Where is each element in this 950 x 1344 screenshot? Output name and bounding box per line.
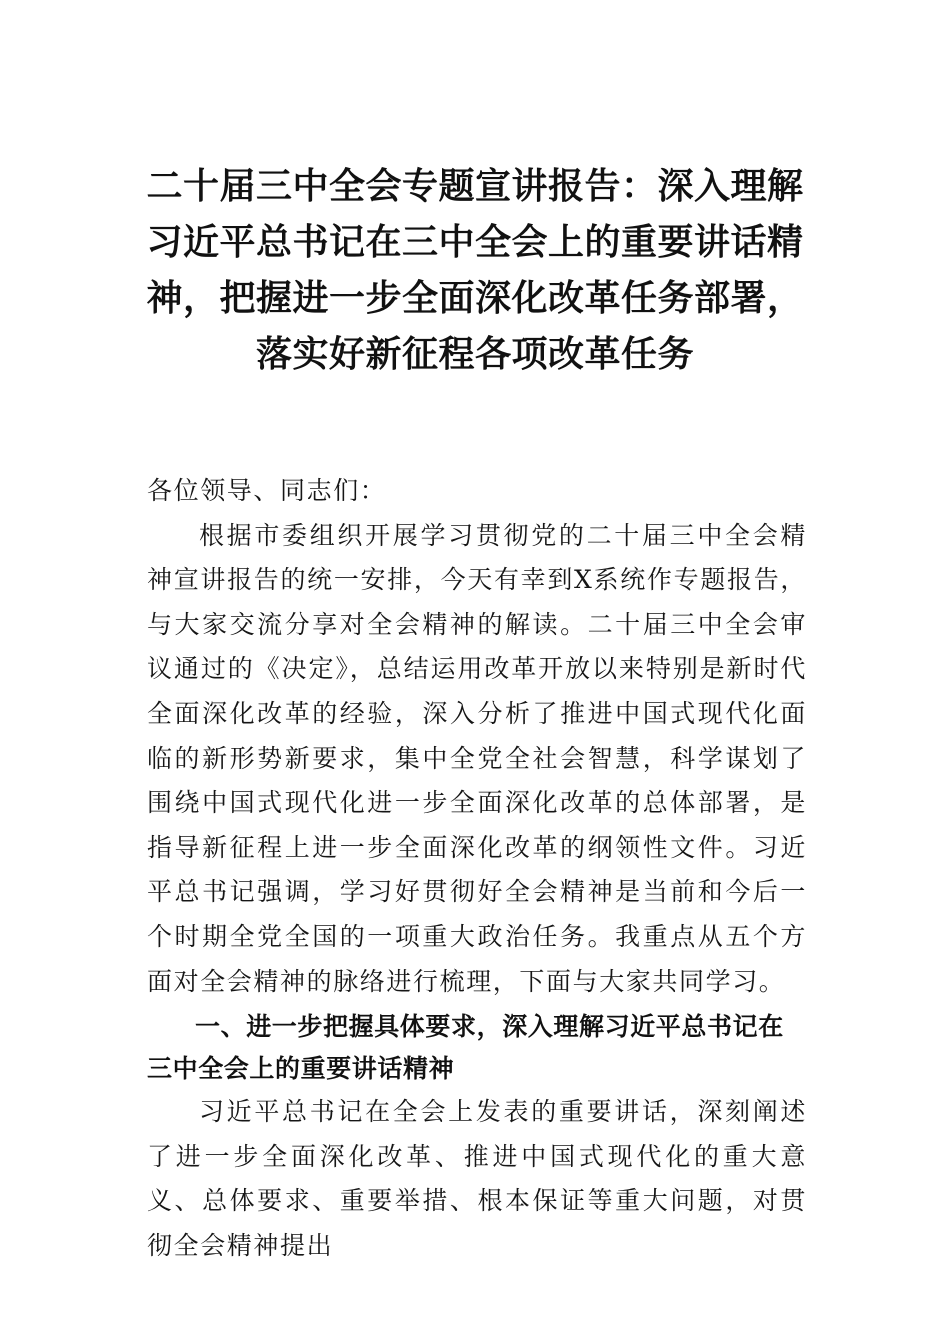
- salutation: 各位领导、同志们：: [147, 476, 387, 505]
- section-heading: 一、进一步把握具体要求，深入理解习近平总书记在三中全会上的重要讲话精神: [147, 1012, 784, 1084]
- intro-paragraph: 根据市委组织开展学习贯彻党的二十届三中全会精神宣讲报告的统一安排，今天有幸到X系统作专题报告，与大家交流分享对全会精神的解读。二十届三中全会审议通过的《决定》，总结运用改革开放以来特别是新时代全面深化改革的经验，深入分析了推进中国式现代化面临的新形势新要求，集中全党全社会智慧，科学谋划了围绕中国式现代化进一步全面深化改革的总体部署，是指导新征程上进一步全面深化改革的纲领性文件。习近平总书记强调，学习好贯彻好全会精神是当前和今后一个时期全党全国的一项重大政治任务。我重点从五个方面对全会精神的脉络进行梳理，下面与大家共同学习。: [147, 520, 807, 996]
- section-paragraph: 习近平总书记在全会上发表的重要讲话，深刻阐述了进一步全面深化改革、推进中国式现代化的重大意义、总体要求、重要举措、根本保证等重大问题，对贯彻全会精神提出: [147, 1097, 807, 1260]
- title-line: 神，把握进一步全面深化改革任务部署，: [146, 277, 804, 319]
- document-title: [140, 158, 810, 382]
- document-body: [147, 469, 807, 1269]
- title-line: 习近平总书记在三中全会上的重要讲话精: [146, 221, 804, 263]
- title-line: 落实好新征程各项改革任务: [255, 333, 694, 375]
- title-line: 二十届三中全会专题宣讲报告：深入理解: [146, 165, 804, 207]
